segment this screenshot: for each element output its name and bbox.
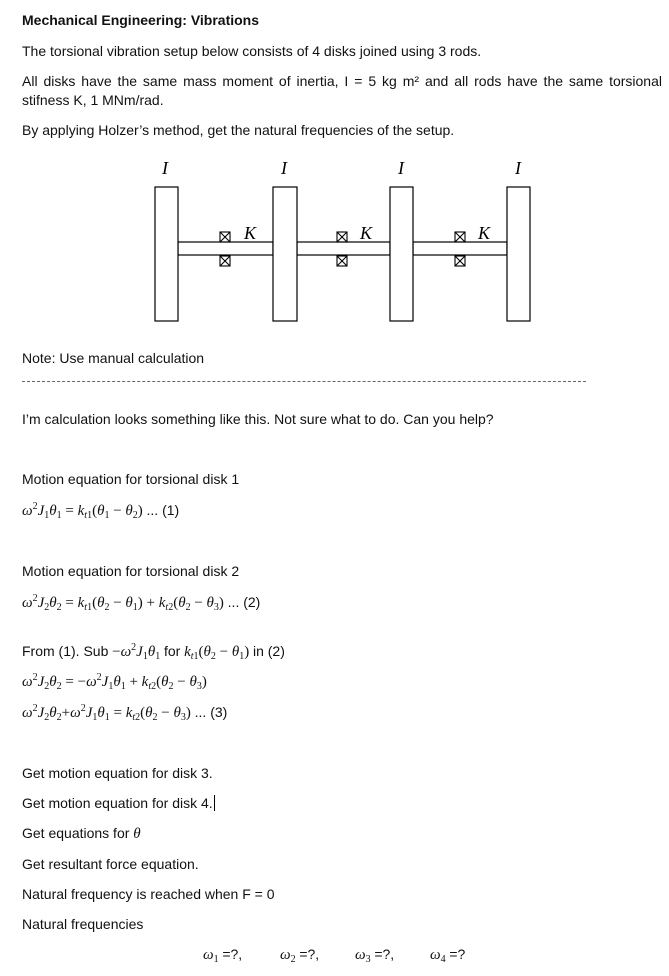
rod-1-label: K xyxy=(244,223,257,243)
omega-2-value: =?, xyxy=(299,946,320,962)
disk-4 xyxy=(507,187,530,321)
step-natural-frequencies: Natural frequencies xyxy=(22,916,144,932)
torsional-system-diagram xyxy=(0,150,669,330)
disk-4-label: I xyxy=(515,158,521,178)
text-cursor xyxy=(214,795,215,811)
equation-1-tag: ... (1) xyxy=(146,502,180,518)
step-disk-4: Get motion equation for disk 4. xyxy=(22,795,213,811)
step-resultant: Get resultant force equation. xyxy=(22,856,199,872)
bearing-2-upper xyxy=(337,232,347,242)
page-title: Mechanical Engineering: Vibrations xyxy=(22,12,260,28)
problem-paragraph-3: By applying Holzer’s method, get the natural frequencies of the setup. xyxy=(22,122,455,138)
equation-substituted: $\omega^2J_2\theta_2 = -\omega^2J_1\theta_1 + k_{t2}(\theta_2 - \theta_3)$ xyxy=(22,672,207,692)
step-theta: Get equations for xyxy=(22,825,130,841)
bearing-2-lower xyxy=(337,256,347,266)
step-disk-4-row xyxy=(22,794,215,812)
problem-paragraph-2-line-1: All disks have the same mass moment of inertia, I = 5 kg m² and all rods have the same torsional xyxy=(22,73,662,89)
omega-4-value: =? xyxy=(449,946,466,962)
equation-2: $\omega^2J_2\theta_2 = k_{t1}(\theta_2 - \theta_1) + k_{t2}(\theta_2 - \theta_3)$ ... (2) xyxy=(22,593,261,613)
question: I’m calculation looks something like this. Not sure what to do. Can you help? xyxy=(22,411,494,427)
problem-paragraph-1: The torsional vibration setup below consists of 4 disks joined using 3 rods. xyxy=(22,43,482,59)
omega-4: $\omega_4$ =? xyxy=(430,946,466,965)
omega-2: $\omega_2$ =?, xyxy=(280,946,320,965)
rod-2-label: K xyxy=(360,223,373,243)
rod-1 xyxy=(178,242,273,255)
omega-1-value: =?, xyxy=(222,946,243,962)
substitution-line: From (1). Sub $-\omega^2J_1\theta_1$ for $k_{t1}(\theta_2 - \theta_1)$ in (2) xyxy=(22,642,285,662)
disk-2-heading: Motion equation for torsional disk 2 xyxy=(22,563,240,579)
step-disk-3: Get motion equation for disk 3. xyxy=(22,765,213,781)
disk-2 xyxy=(273,187,297,321)
omega-3-value: =?, xyxy=(374,946,395,962)
disk-2-label: I xyxy=(281,158,287,178)
equation-1: $\omega^2J_1\theta_1 = k_{t1}(\theta_1 - \theta_2)$ ... (1) xyxy=(22,501,180,521)
equation-2-tag: ... (2) xyxy=(227,594,261,610)
equation-3-tag: ... (3) xyxy=(194,704,228,720)
disk-1-heading: Motion equation for torsional disk 1 xyxy=(22,471,240,487)
rod-3 xyxy=(413,242,507,255)
bearing-3-lower xyxy=(455,256,465,266)
rod-3-label: K xyxy=(478,223,491,243)
rod-2 xyxy=(297,242,390,255)
omega-1: $\omega_1$ =?, xyxy=(203,946,243,965)
disk-1 xyxy=(155,187,178,321)
disk-3 xyxy=(390,187,413,321)
step-theta-row: Get equations for θ xyxy=(22,825,141,842)
omega-3: $\omega_3$ =?, xyxy=(355,946,395,965)
substitution-for: for xyxy=(163,643,181,659)
bearing-3-upper xyxy=(455,232,465,242)
step-natural-condition: Natural frequency is reached when F = 0 xyxy=(22,886,275,902)
problem-paragraph-2-line-2: stifness K, 1 MNm/rad. xyxy=(22,92,164,108)
disk-3-label: I xyxy=(398,158,404,178)
disk-1-label: I xyxy=(162,158,168,178)
bearing-1-upper xyxy=(220,232,230,242)
bearing-1-lower xyxy=(220,256,230,266)
note: Note: Use manual calculation xyxy=(22,350,205,366)
substitution-from: From (1). Sub xyxy=(22,643,109,659)
section-divider xyxy=(22,381,586,382)
equation-3: $\omega^2J_2\theta_2+\omega^2J_1\theta_1 = k_{t2}(\theta_2 - \theta_3)$ ... (3) xyxy=(22,703,228,723)
substitution-in: in (2) xyxy=(252,643,285,659)
